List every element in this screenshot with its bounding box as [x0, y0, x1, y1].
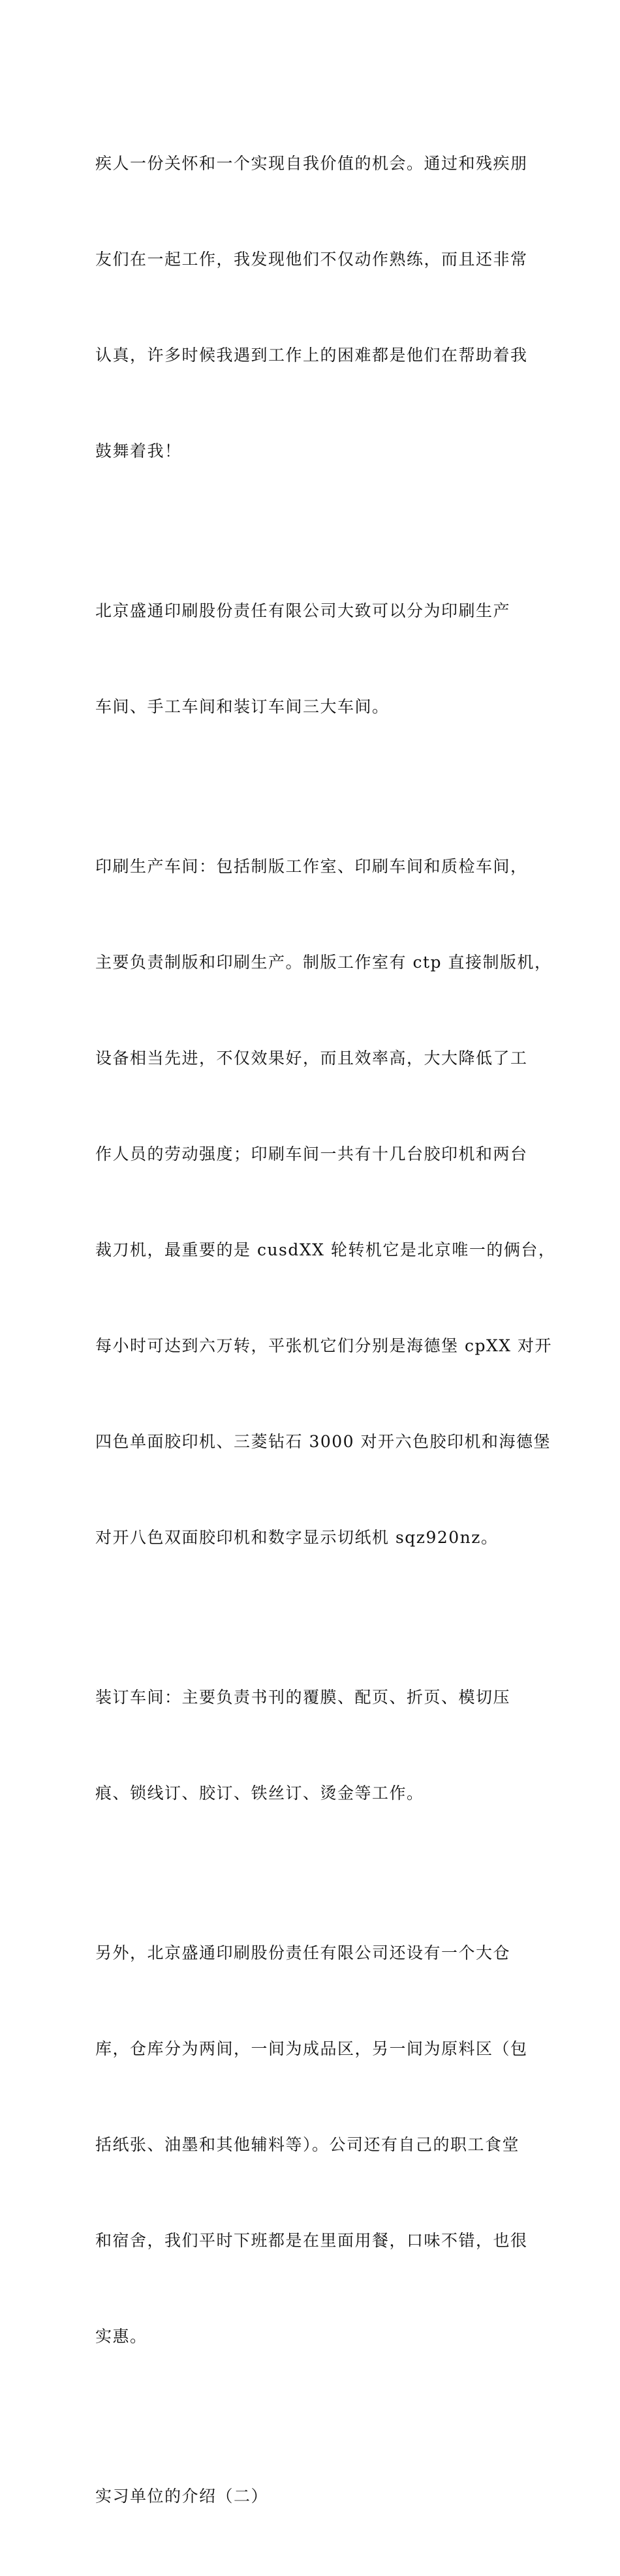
text-line: 四色单面胶印机、三菱钻石 3000 对开六色胶印机和海德堡	[95, 1432, 551, 1451]
paragraph-5	[95, 1873, 533, 2416]
text-line: 北京盛通印刷股份责任有限公司大致可以分为印刷生产	[95, 601, 511, 620]
paragraph-1	[95, 83, 533, 531]
text-line: 和宿舍，我们平时下班都是在里面用餐，口味不错，也很	[95, 2231, 528, 2250]
text-line: 疾人一份关怀和一个实现自我价值的机会。通过和残疾朋	[95, 154, 528, 173]
paragraph-4	[95, 1617, 533, 1873]
paragraph-2	[95, 531, 533, 786]
text-line: 装订车间：主要负责书刊的覆膜、配页、折页、模切压	[95, 1688, 511, 1707]
text-line: 实惠。	[95, 2327, 147, 2346]
text-line: 印刷生产车间：包括制版工作室、印刷车间和质检车间，	[95, 857, 528, 876]
text-line: 车间、手工车间和装订车间三大车间。	[95, 697, 390, 716]
heading-line: 实习单位的介绍（二）	[95, 2487, 269, 2506]
text-line: 库，仓库分为两间，一间为成品区，另一间为原料区（包	[95, 2039, 528, 2058]
text-line: 对开八色双面胶印机和数字显示切纸机 sqz920nz。	[95, 1528, 499, 1547]
text-line: 主要负责制版和印刷生产。制版工作室有 ctp 直接制版机，	[95, 953, 552, 972]
text-line: 鼓舞着我！	[95, 442, 182, 460]
text-line: 每小时可达到六万转，平张机它们分别是海德堡 cpXX 对开	[95, 1336, 552, 1355]
text-line: 认真，许多时候我遇到工作上的困难都是他们在帮助着我	[95, 346, 528, 365]
text-line: 括纸张、油墨和其他辅料等）。公司还有自己的职工食堂	[95, 2135, 520, 2154]
text-line: 设备相当先进，不仅效果好，而且效率高，大大降低了工	[95, 1049, 528, 1068]
text-line: 友们在一起工作，我发现他们不仅动作熟练，而且还非常	[95, 250, 528, 269]
section-heading	[95, 2416, 533, 2576]
text-line: 另外，北京盛通印刷股份责任有限公司还设有一个大仓	[95, 1943, 511, 1962]
paragraph-3	[95, 786, 556, 1617]
document-body	[95, 83, 556, 2576]
text-line: 作人员的劳动强度；印刷车间一共有十几台胶印机和两台	[95, 1145, 528, 1163]
text-line: 裁刀机，最重要的是 cusdXX 轮转机它是北京唯一的俩台，	[95, 1240, 556, 1259]
text-line: 痕、锁线订、胶订、铁丝订、烫金等工作。	[95, 1784, 424, 1803]
